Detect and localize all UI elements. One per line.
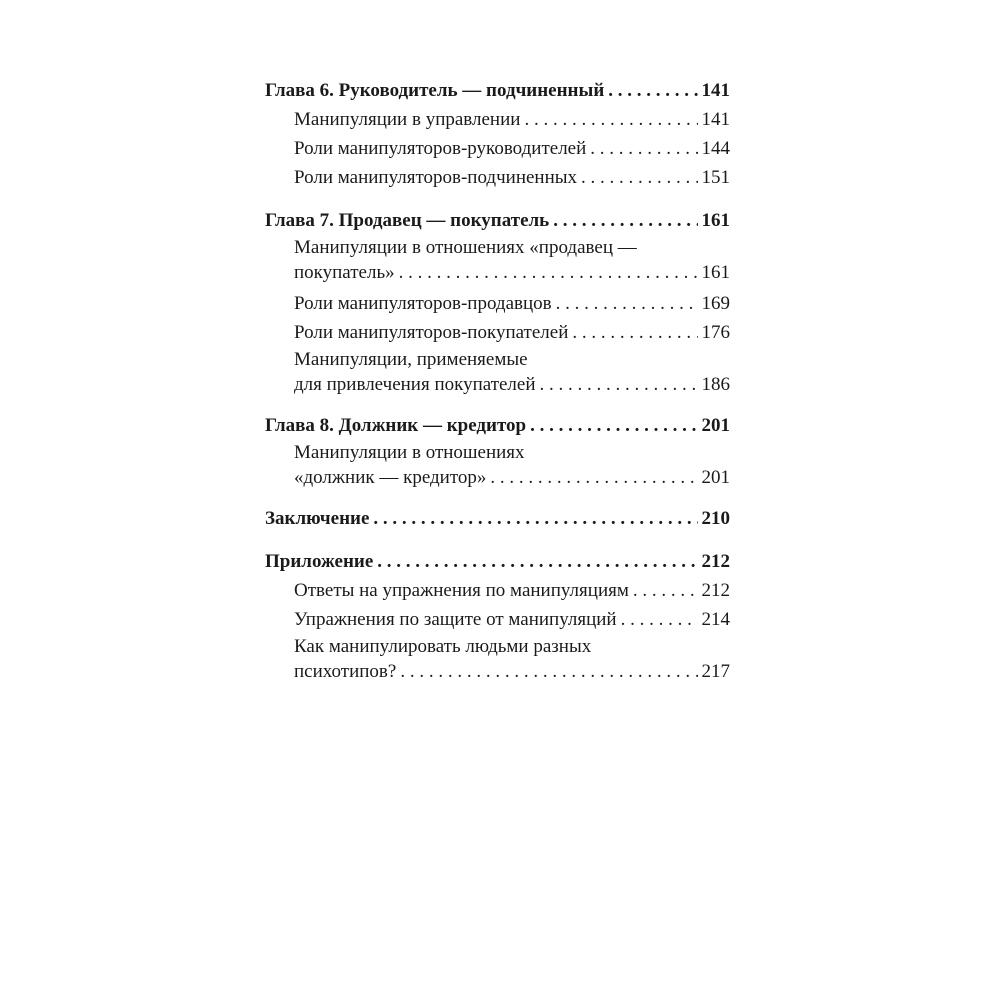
toc-chapter-entry	[265, 206, 730, 235]
toc-subentry	[265, 163, 730, 192]
dot-leader	[608, 76, 697, 105]
subentry-title: «должник — кредитор»	[294, 467, 487, 488]
dot-leader	[572, 318, 697, 347]
dot-leader	[400, 659, 697, 684]
dot-leader	[621, 605, 698, 634]
page-number: 201	[701, 415, 730, 436]
toc-section	[265, 76, 730, 192]
dot-leader	[373, 504, 697, 533]
page-number: 210	[701, 508, 730, 529]
subentry-title: Роли манипуляторов-покупателей	[294, 322, 569, 343]
chapter-title: Приложение	[265, 551, 374, 572]
toc-subentry	[265, 105, 730, 134]
toc-subentry	[265, 605, 730, 634]
page-number: 214	[701, 609, 730, 630]
subentry-title: покупатель»	[294, 262, 395, 283]
page-number: 161	[701, 262, 730, 283]
chapter-title: Глава 7. Продавец — покупатель	[265, 210, 550, 231]
dot-leader	[633, 576, 698, 605]
toc-subentry	[265, 289, 730, 318]
page-number: 151	[701, 167, 730, 188]
toc-chapter-entry	[265, 76, 730, 105]
toc-subentry	[265, 318, 730, 347]
toc-subentry-multiline	[265, 634, 730, 684]
dot-leader	[581, 163, 697, 192]
subentry-title: Роли манипуляторов-продавцов	[294, 293, 552, 314]
toc-chapter-entry	[265, 547, 730, 576]
dot-leader	[377, 547, 697, 576]
toc-subentry-multiline	[265, 347, 730, 397]
subentry-title: для привлечения покупателей	[294, 374, 536, 395]
dot-leader	[530, 411, 697, 440]
chapter-title: Глава 8. Должник — кредитор	[265, 415, 527, 436]
toc-section	[265, 206, 730, 397]
subentry-title-line1: Как манипулировать людьми разных	[294, 636, 592, 657]
page-number: 169	[701, 293, 730, 314]
dot-leader	[524, 105, 697, 134]
subentry-title-line1: Манипуляции в отношениях	[294, 442, 525, 463]
page-number: 212	[701, 551, 730, 572]
page-number: 212	[701, 580, 730, 601]
page-number: 141	[701, 80, 730, 101]
page-number: 186	[701, 374, 730, 395]
subentry-title-line1: Манипуляции в отношениях «продавец —	[294, 237, 637, 258]
toc-subentry-multiline	[265, 235, 730, 285]
toc-chapter-entry	[265, 504, 730, 533]
page-number: 141	[701, 109, 730, 130]
toc-subentry-multiline	[265, 440, 730, 490]
dot-leader	[553, 206, 697, 235]
toc-section	[265, 547, 730, 684]
page-number: 201	[701, 467, 730, 488]
table-of-contents	[265, 76, 730, 698]
page-number: 161	[701, 210, 730, 231]
subentry-title: психотипов?	[294, 661, 397, 682]
subentry-title: Упражнения по защите от манипуляций	[294, 609, 617, 630]
dot-leader	[556, 289, 698, 318]
subentry-title: Роли манипуляторов-подчиненных	[294, 167, 578, 188]
subentry-title-line1: Манипуляции, применяемые	[294, 349, 528, 370]
page-number: 217	[701, 661, 730, 682]
subentry-title: Роли манипуляторов-руководителей	[294, 138, 587, 159]
toc-subentry	[265, 134, 730, 163]
toc-subentry	[265, 576, 730, 605]
page-number: 144	[701, 138, 730, 159]
subentry-title: Манипуляции в управлении	[294, 109, 521, 130]
dot-leader	[399, 260, 698, 285]
page-number: 176	[701, 322, 730, 343]
dot-leader	[540, 372, 698, 397]
chapter-title: Заключение	[265, 508, 370, 529]
dot-leader	[490, 465, 697, 490]
subentry-title: Ответы на упражнения по манипуляциям	[294, 580, 629, 601]
chapter-title: Глава 6. Руководитель — подчиненный	[265, 80, 605, 101]
toc-section	[265, 504, 730, 533]
toc-section	[265, 411, 730, 490]
toc-chapter-entry	[265, 411, 730, 440]
dot-leader	[590, 134, 697, 163]
